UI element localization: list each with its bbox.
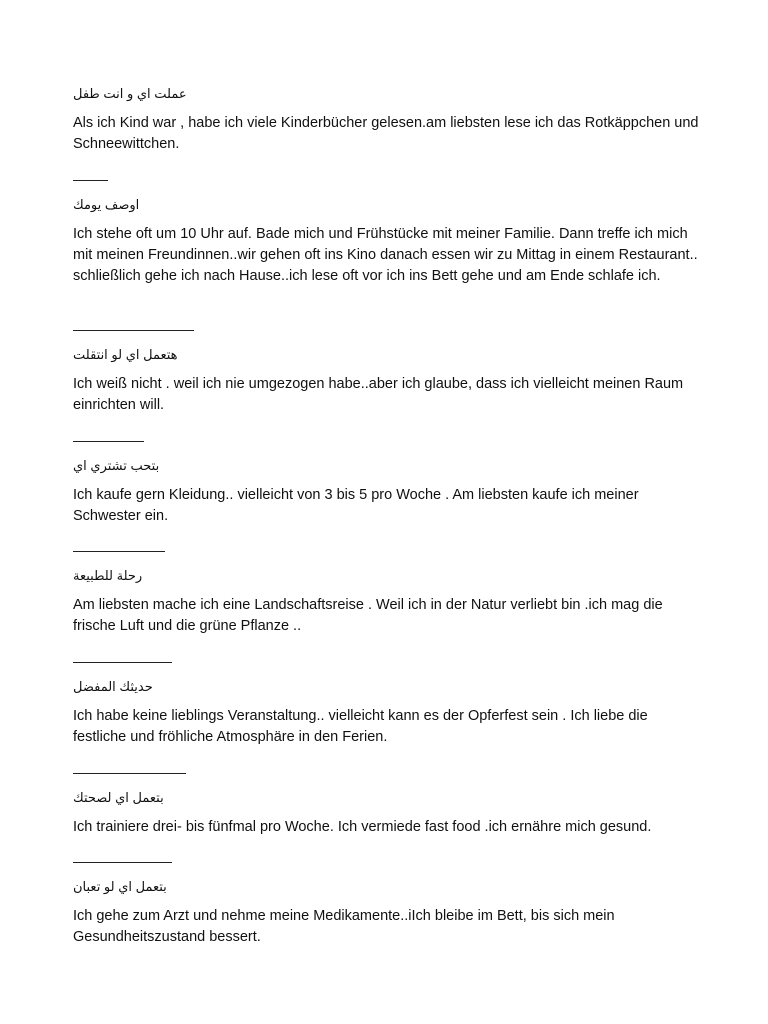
section-divider	[73, 441, 144, 442]
question-heading: حديثك المفضل	[73, 679, 153, 694]
entry-moving	[73, 346, 703, 416]
entry-when-sick	[73, 878, 703, 948]
section-divider	[73, 662, 172, 663]
entry-daily-routine	[73, 196, 703, 287]
answer-paragraph: Ich stehe oft um 10 Uhr auf. Bade mich und Frühstücke mit meiner Familie. Dann treffe ich mich mit meinen Freundinnen..wir gehen oft ins Kino danach essen wir zu Mittag in einem Restaurant.. schließlich gehe ich nach Hause..ich lese oft vor ich ins Bett gehe und am Ende schlafe ich.	[73, 226, 698, 284]
section-divider	[73, 862, 172, 863]
entry-childhood	[73, 85, 703, 155]
answer-paragraph: Ich gehe zum Arzt und nehme meine Medikamente..iIch bleibe im Bett, bis sich mein Gesundheitszustand bessert.	[73, 908, 615, 945]
entry-nature-trip	[73, 567, 703, 637]
question-heading: هتعمل اي لو انتقلت	[73, 347, 178, 362]
section-divider	[73, 330, 194, 331]
section-divider	[73, 180, 108, 181]
answer-paragraph: Ich habe keine lieblings Veranstaltung.. vielleicht kann es der Opferfest sein . Ich liebe die festliche und fröhliche Atmosphäre in den Ferien.	[73, 708, 648, 745]
question-heading: بتحب تشتري اي	[73, 458, 160, 473]
question-heading: رحلة للطبيعة	[73, 568, 143, 583]
entry-shopping	[73, 457, 703, 527]
answer-paragraph: Als ich Kind war , habe ich viele Kinderbücher gelesen.am liebsten lese ich das Rotkäppchen und Schneewittchen.	[73, 115, 699, 152]
section-divider	[73, 551, 165, 552]
answer-paragraph: Ich weiß nicht . weil ich nie umgezogen habe..aber ich glaube, dass ich vielleicht meinen Raum einrichten will.	[73, 376, 684, 413]
question-heading: اوصف يومك	[73, 197, 140, 212]
entry-favorite-event	[73, 678, 703, 748]
answer-paragraph: Ich kaufe gern Kleidung.. vielleicht von 3 bis 5 pro Woche . Am liebsten kaufe ich meiner Schwester ein.	[73, 487, 639, 524]
section-divider	[73, 773, 186, 774]
entry-health	[73, 789, 703, 838]
question-heading: بتعمل اي لو تعبان	[73, 879, 167, 894]
question-heading: بتعمل اي لصحتك	[73, 790, 164, 805]
question-heading: عملت اي و انت طفل	[73, 86, 187, 101]
answer-paragraph: Ich trainiere drei- bis fünfmal pro Woche. Ich vermiede fast food .ich ernähre mich gesund.	[73, 819, 652, 835]
answer-paragraph: Am liebsten mache ich eine Landschaftsreise . Weil ich in der Natur verliebt bin .ich mag die frische Luft und die grüne Pflanze ..	[73, 597, 663, 634]
